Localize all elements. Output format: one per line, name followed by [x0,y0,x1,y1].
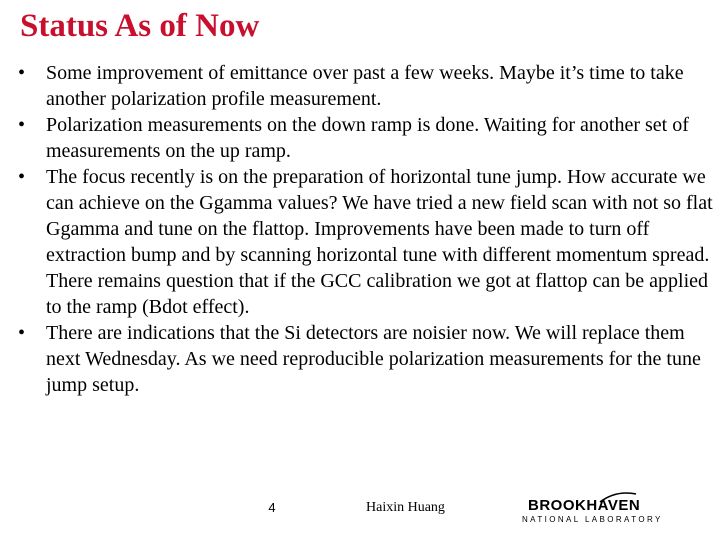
bullet-marker: • [18,114,26,136]
logo-subtitle: NATIONAL LABORATORY [522,515,663,524]
page-number: 4 [268,500,276,515]
bullet-marker: • [18,166,26,188]
brookhaven-logo [520,497,663,526]
bullet-marker: • [18,62,26,84]
bullet-text: Polarization measurements on the down ramp is done. Waiting for another set of measurements on the up ramp. [46,114,689,162]
bullet-marker: • [18,322,26,344]
bullet-text: There are indications that the Si detectors are noisier now. We will replace them next Wednesday. As we need reproducible polarization measurements for the tune jump setup. [46,322,701,396]
bullet-item [18,60,718,112]
logo-wordmark: BROOKHAVEN [528,497,641,514]
bullet-text: The focus recently is on the preparation of horizontal tune jump. How accurate we can achieve on the Ggamma values? We have tried a new field scan with not so flat Ggamma and tune on the flattop. Improvements have been made to turn off extraction bump and by scanning horizontal tune with different momentum spread. There remains question that if the GCC calibration we got at flattop can be applied to the ramp (Bdot effect). [46,166,713,318]
bullet-text: Some improvement of emittance over past a few weeks. Maybe it’s time to take another polarization profile measurement. [46,62,684,110]
bullet-list [18,60,718,398]
footer-author: Haixin Huang [366,500,445,515]
bullet-item [18,320,718,398]
slide-title: Status As of Now [20,8,260,44]
bullet-item [18,112,718,164]
bullet-item [18,164,718,320]
